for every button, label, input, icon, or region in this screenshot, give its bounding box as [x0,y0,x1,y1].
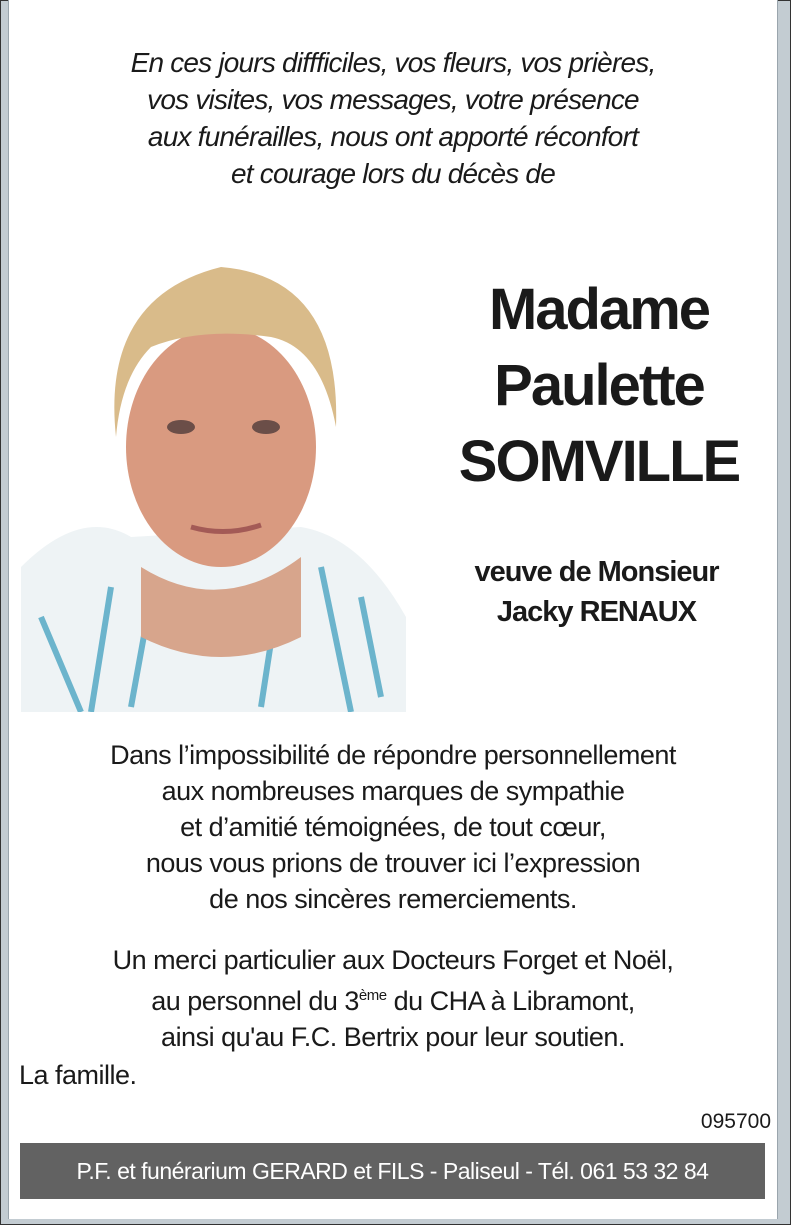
funeral-home-text: P.F. et funérarium GERARD et FILS - Paliseul - Tél. 061 53 32 84 [76,1158,709,1184]
thanks-line: aux nombreuses marques de sympathie [161,776,625,806]
thanks-line: et d’amitié témoignées, de tout cœur, [180,812,606,842]
intro-line: aux funérailles, nous ont apporté réconfort [147,121,639,152]
reference-number: 095700 [700,1110,771,1133]
deceased-name [429,272,769,500]
intro-line: et courage lors du décès de [231,158,555,189]
thanks-line: Dans l’impossibilité de répondre personnellement [110,740,676,770]
thanks-line: nous vous prions de trouver ici l’expression [145,848,641,878]
special-text: au personnel du 3 [151,986,359,1016]
deceased-last-name: SOMVILLE [458,429,740,494]
ordinal-suffix: ème [358,987,387,1004]
funeral-home-footer [20,1143,765,1199]
special-thanks-paragraph [19,942,767,1055]
special-line [19,978,767,1019]
special-text: du CHA à Libramont, [386,986,635,1016]
special-line: ainsi qu'au F.C. Bertrix pour leur soutien. [161,1022,625,1052]
intro-line: En ces jours diffficiles, vos fleurs, vos prières, [130,47,656,78]
obituary-notice [8,0,778,1219]
widow-of [419,552,774,632]
deceased-title: Madame [488,277,710,342]
thanks-line: de nos sincères remerciements. [209,884,577,914]
portrait-photo [21,237,406,712]
widow-line: Jacky RENAUX [496,596,697,628]
deceased-first-name: Paulette [494,353,704,418]
widow-line: veuve de Monsieur [474,556,719,588]
intro-text [29,44,757,192]
special-line: Un merci particulier aux Docteurs Forget et Noël, [112,945,674,975]
intro-line: vos visites, vos messages, votre présence [147,84,639,115]
signature: La famille. [19,1060,137,1090]
thanks-paragraph [19,737,767,917]
